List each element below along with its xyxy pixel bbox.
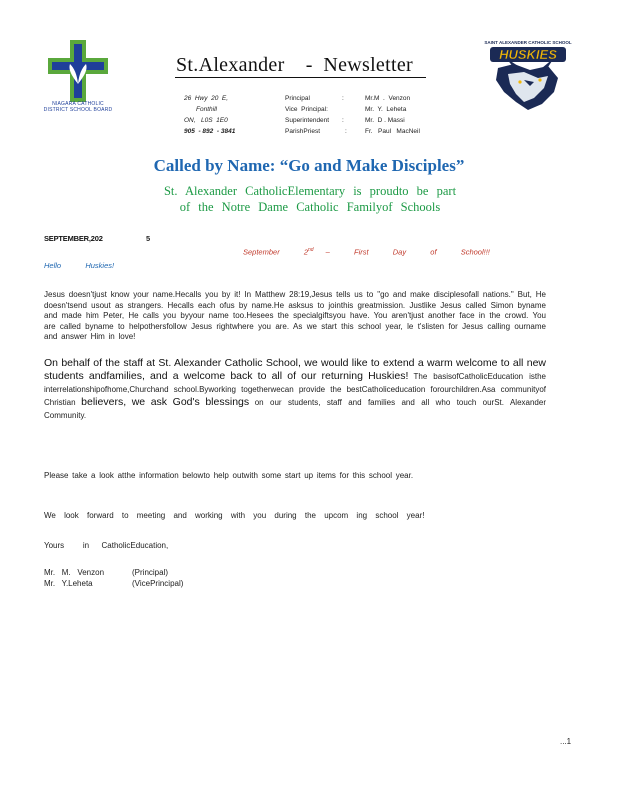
staff-name: Mr.M . Venzon: [365, 95, 411, 102]
newsletter-title: St.Alexander - Newsletter: [176, 54, 413, 76]
staff-colon: :: [345, 128, 347, 135]
page-number: ...1: [560, 737, 572, 746]
newsletter-date: SEPTEMBER,202: [44, 234, 103, 243]
staff-role: Vice Principal:: [285, 106, 328, 113]
staff-role: Principal: [285, 95, 310, 102]
staff-role: ParishPriest: [285, 128, 321, 135]
paragraph-welcome: [44, 357, 546, 422]
welcome-large-text: On behalf of the staff at St. Alexander Catholic School, we would like to extend a warm welcome to all new students andfamilies, and a welcome back to all of our returning Huskies!: [44, 357, 546, 382]
newsletter-heading: Called by Name: “Go and Make Disciples”: [153, 156, 465, 175]
signature-name: Mr. M. Venzon: [44, 568, 105, 577]
first-day-post: – First Day of School!!!: [313, 247, 490, 257]
signature-title: (Principal): [132, 568, 169, 577]
welcome-small-text-b: on our students, staff and families and all who touch ourSt. Alexander Community.: [44, 398, 546, 420]
first-day-pre: September 2: [243, 247, 309, 257]
closing: Yours in CatholicEducation,: [44, 541, 169, 550]
address-line-2: Fonthill: [196, 106, 217, 113]
left-logo-caption: NIAGARA CATHOLIC DISTRICT SCHOOL BOARD: [43, 101, 113, 113]
newsletter-date-day: 5: [146, 234, 151, 243]
huskies-logo: [484, 38, 572, 116]
greeting: Hello Huskies!: [44, 261, 115, 270]
newsletter-subheading: [100, 183, 520, 215]
paragraph-look-forward: We look forward to meeting and working with you during the upcom ing school year!: [44, 511, 425, 520]
first-day-sup: nd: [308, 247, 314, 253]
staff-colon: :: [342, 95, 344, 102]
signature-name: Mr. Y.Leheta: [44, 579, 93, 588]
address-phone: 905 - 892 - 3841: [184, 128, 236, 135]
welcome-mid-text: believers, we ask God's blessings: [81, 396, 250, 408]
subheading-line-1: St. Alexander CatholicElementary is proudto be part: [163, 184, 457, 198]
subheading-line-2: of the Notre Dame Catholic Familyof Schools: [179, 200, 441, 214]
cross-logo-icon: [48, 40, 108, 102]
staff-name: Fr. Paul MacNeil: [365, 128, 420, 135]
signature-title: (VicePrincipal): [132, 579, 184, 588]
title-underline: [175, 77, 426, 78]
right-logo-word: HUSKIES: [499, 47, 557, 62]
address-line-3: ON, L0S 1E0: [184, 117, 228, 124]
right-logo-caption: SAINT ALEXANDER CATHOLIC SCHOOL: [484, 40, 572, 45]
first-day-notice: [243, 247, 490, 257]
welcome-small-text-a: The basisofCatholicEducation isthe interrelationshipofhome,Churchand school.Byworking togetherwecan provide the bestCatholiceducation forourchildren.Asa communityof Christian: [44, 372, 546, 407]
staff-role: Superintendent: [285, 117, 330, 124]
paragraph-jesus-calls: Jesus doesn'tjust know your name.Hecalls you by it! In Matthew 28:19,Jesus tells us to "go and make disciplesofall nations." But, He doesn'tsend usout as strangers. Hecalls each ofus by name.He asksus to jointhis greatmission. Justlike Jesus called Simon byname and made him Peter, He calls you byyour name too.Hesees the specialgiftsyou have. You aren'tjust another face in the crowd. You are called byname to helpothersfollow Jesus rightwhere you are. As we start this school year, le t'slisten for Jesus calling ourname and answer Him in love!: [44, 290, 546, 341]
school-address: [184, 93, 235, 137]
husky-mascot-icon: [484, 38, 572, 116]
staff-colon: :: [342, 117, 344, 124]
staff-name: Mr. D . Massi: [365, 117, 405, 124]
staff-name: Mr. Y. Leheta: [365, 106, 407, 113]
paragraph-information: Please take a look atthe information belowto help outwith some start up items for this school year.: [44, 471, 414, 480]
address-line-1: 26 Hwy 20 E,: [184, 95, 229, 102]
